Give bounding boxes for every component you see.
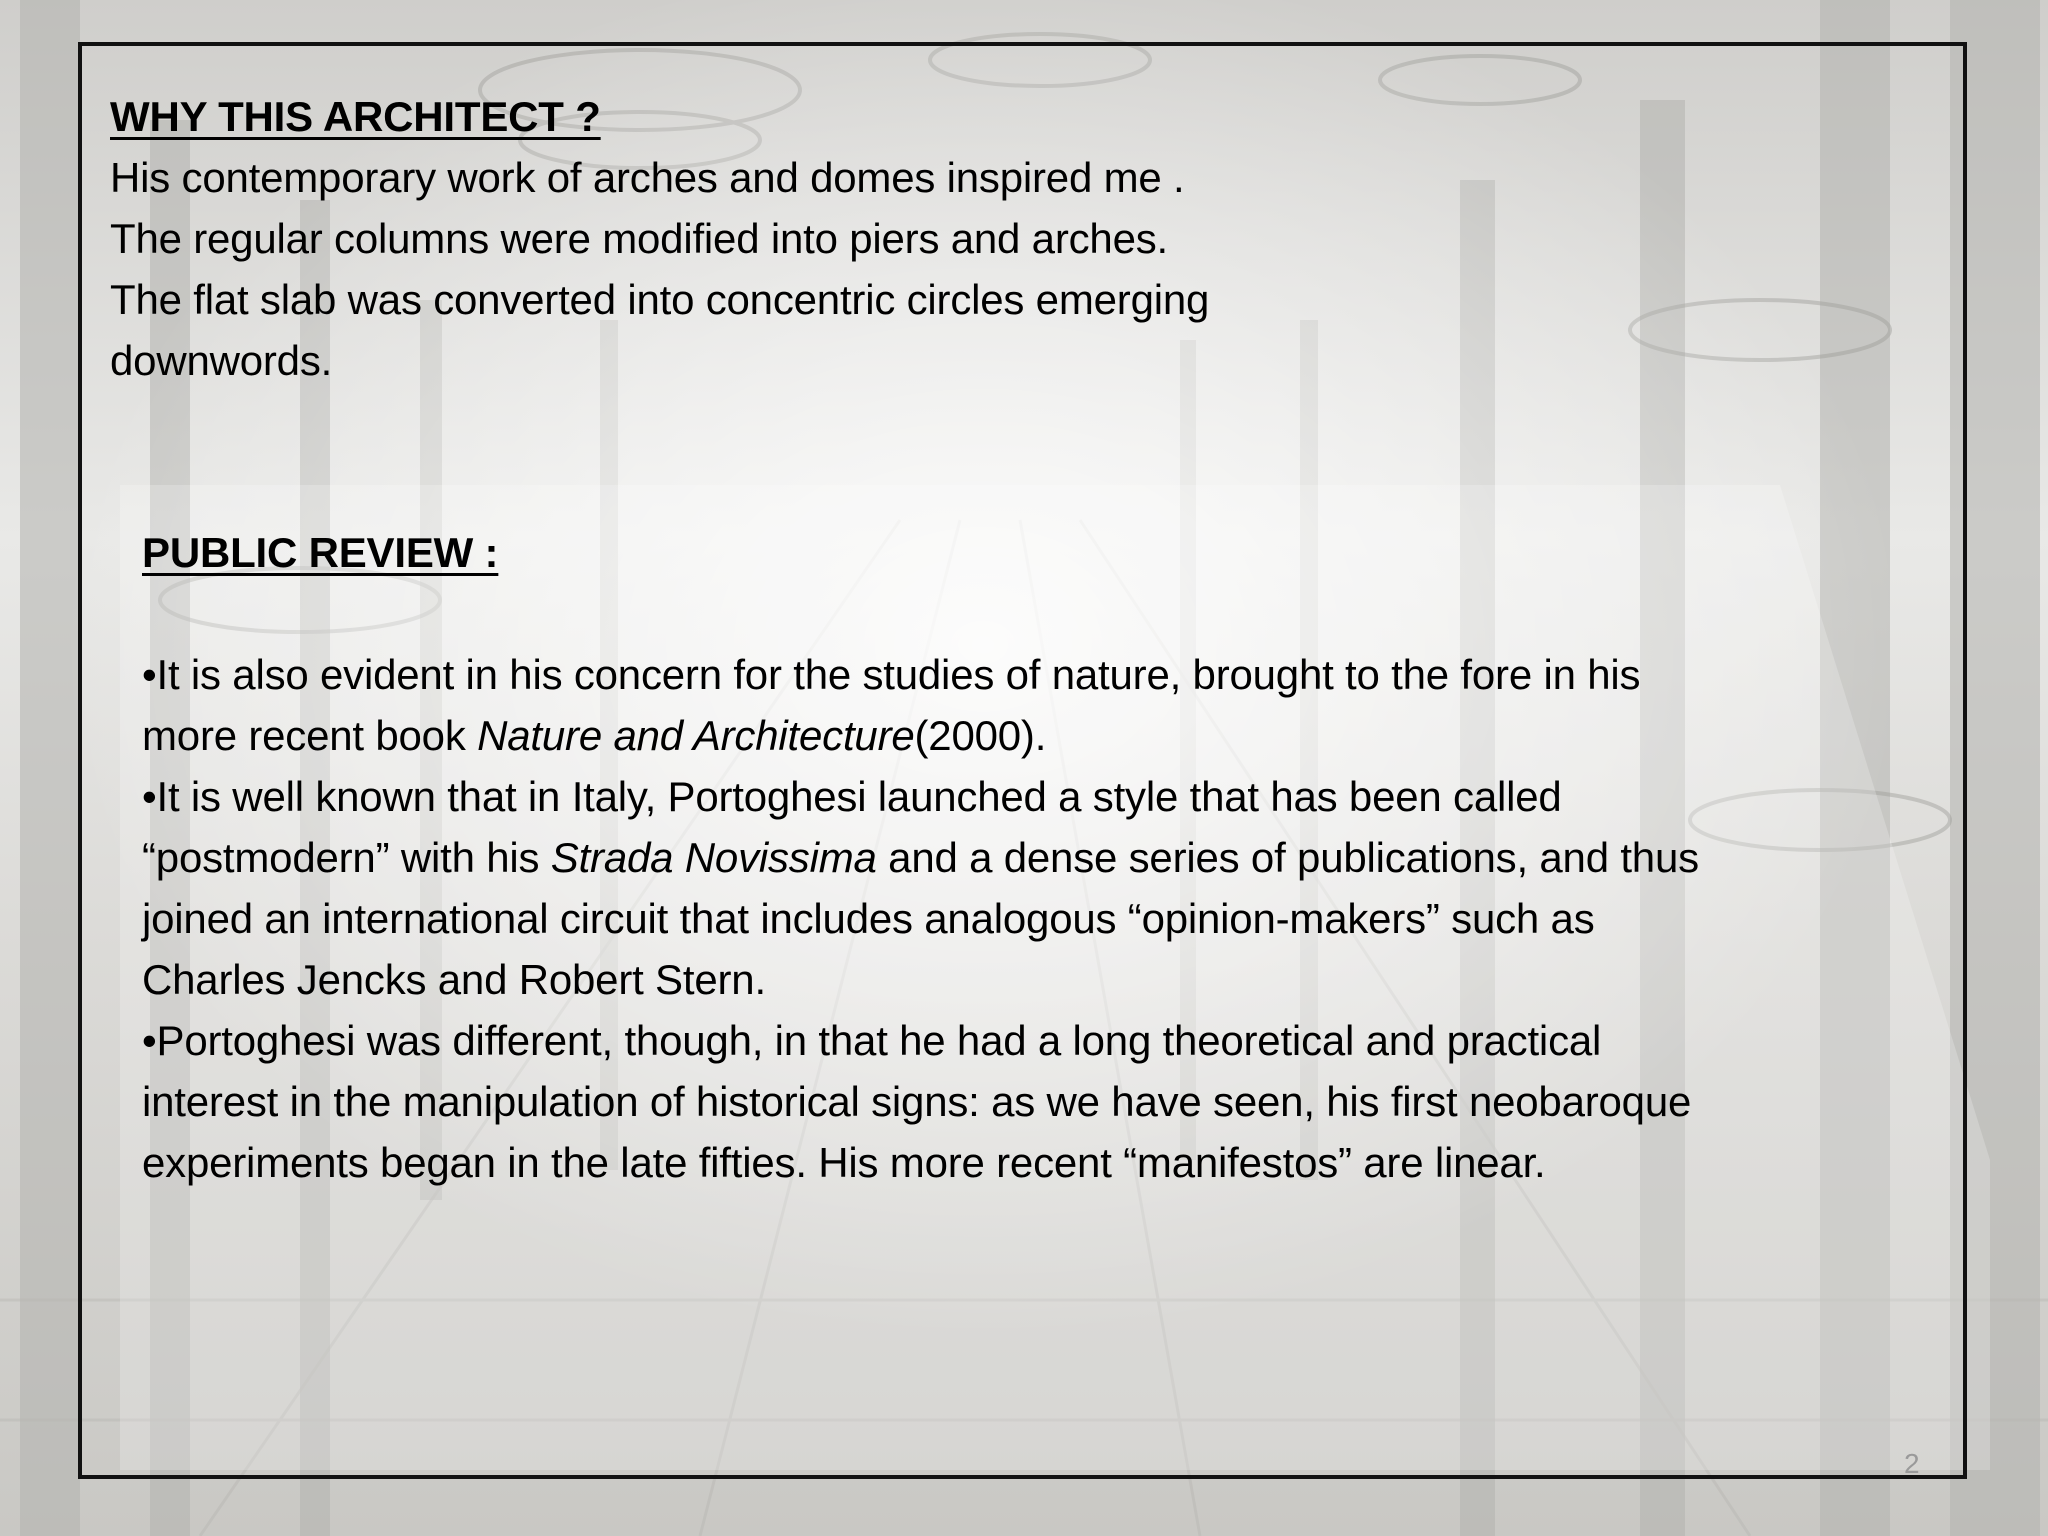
page-number: 2 xyxy=(1904,1448,1920,1479)
review-section xyxy=(142,522,1699,1193)
review-bullet-1-line-1: •It is also evident in his concern for the studies of nature, brought to the fore in his xyxy=(142,651,1641,698)
review-heading: PUBLIC REVIEW : xyxy=(142,529,499,576)
review-bullet-1-line-2 xyxy=(142,705,1699,766)
review-bullet-3-line-3: experiments began in the late fifties. His more recent “manifestos” are linear. xyxy=(142,1139,1546,1186)
review-bullet-2-line-3: joined an international circuit that includes analogous “opinion-makers” such as xyxy=(142,895,1595,942)
text-run: more recent book xyxy=(142,712,478,759)
why-heading: WHY THIS ARCHITECT ? xyxy=(110,93,601,140)
review-bullet-2-line-4: Charles Jencks and Robert Stern. xyxy=(142,956,766,1003)
text-run: “postmodern” with his xyxy=(142,834,551,881)
text-run: and a dense series of publications, and thus xyxy=(876,834,1699,881)
why-line: His contemporary work of arches and domes inspired me . xyxy=(110,154,1185,201)
text-run: (2000). xyxy=(914,712,1047,759)
review-bullet-3-line-1: •Portoghesi was different, though, in that he had a long theoretical and practical xyxy=(142,1017,1602,1064)
why-line: The flat slab was converted into concentric circles emerging xyxy=(110,276,1210,323)
review-bullet-3-line-2: interest in the manipulation of historical signs: as we have seen, his first neobaroque xyxy=(142,1078,1692,1125)
project-title: Strada Novissima xyxy=(550,834,877,881)
why-line: The regular columns were modified into piers and arches. xyxy=(110,215,1168,262)
review-bullet-2-line-1: •It is well known that in Italy, Portoghesi launched a style that has been called xyxy=(142,773,1562,820)
why-line: downwords. xyxy=(110,337,333,384)
book-title: Nature and Architecture xyxy=(477,712,915,759)
review-bullet-2-line-2 xyxy=(142,827,1699,888)
why-section xyxy=(110,86,1209,391)
